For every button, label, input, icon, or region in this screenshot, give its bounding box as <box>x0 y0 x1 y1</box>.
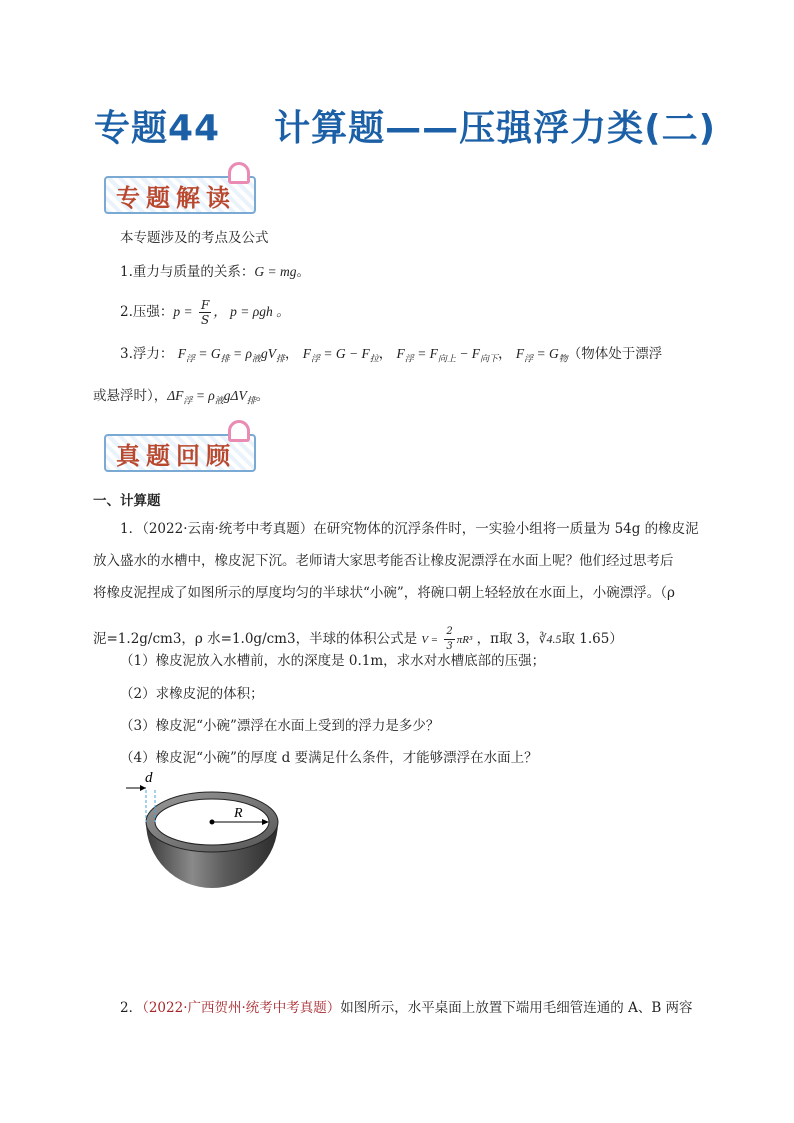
q1-line2: 放入盛水的水槽中，橡皮泥下沉。老师请大家思考能否让橡皮泥漂浮在水面上呢？他们经过思考后 <box>93 553 674 569</box>
formula-pressure: 2.压强：p = $\frac{F}{S}$ ， p = ρgh 。 <box>120 298 290 327</box>
formula-buoyancy-line2: 或悬浮时），$\Delta F_浮 = \rho_液g\Delta V_排$。 <box>93 388 270 406</box>
formula-gravity: 1.重力与质量的关系：G = mg。 <box>120 264 310 280</box>
formula-buoyancy-line1: 3.浮力： $F_浮 = G_排 = \rho_液gV_排$， $F_浮 = G - F_拉$， $F_浮 = F_{向上} - F_{向下}$， $F_浮 = G_物$（物体处于漂浮 <box>120 346 663 364</box>
page-title: 专题44 计算题——压强浮力类(二) <box>94 108 717 149</box>
q1-line4: 泥=1.2g/cm3，ρ 水=1.0g/cm3，半球的体积公式是 V = $\frac{2}{3}$ πR³ ，π取 3，∛4.5取 1.65） <box>93 626 623 652</box>
banner-topic-interpretation: 专题解读 <box>100 172 258 212</box>
hemisphere-bowl-figure <box>118 770 298 915</box>
q1-line1: 1．（2022·云南·统考中考真题）在研究物体的沉浮条件时，一实验小组将一质量为 54g 的橡皮泥 <box>120 521 699 537</box>
label-R: R <box>234 806 243 821</box>
q1-sub4: （4）橡皮泥“小碗”的厚度 d 要满足什么条件，才能够漂浮在水面上？ <box>120 750 538 766</box>
q1-sub1: （1）橡皮泥放入水槽前，水的深度是 0.1m，求水对水槽底部的压强； <box>120 653 546 669</box>
section-heading: 一、计算题 <box>93 493 161 509</box>
q1-line3: 将橡皮泥捏成了如图所示的厚度均匀的半球状“小碗”，将碗口朝上轻轻放在水面上，小碗漂浮。（ρ <box>93 585 675 601</box>
q1-sub2: （2）求橡皮泥的体积； <box>120 686 264 702</box>
intro-text: 本专题涉及的考点及公式 <box>120 230 269 246</box>
q2-source: （2022·广西贺州·统考中考真题） <box>142 1000 341 1016</box>
q1-sub3: （3）橡皮泥“小碗”漂浮在水面上受到的浮力是多少？ <box>120 718 440 734</box>
label-d: d <box>145 770 153 786</box>
q2-line1: 2．（2022·广西贺州·统考中考真题）如图所示，水平桌面上放置下端用毛细管连通的 A、B 两容 <box>120 1000 693 1016</box>
banner-exam-review: 真题回顾 <box>100 430 258 470</box>
